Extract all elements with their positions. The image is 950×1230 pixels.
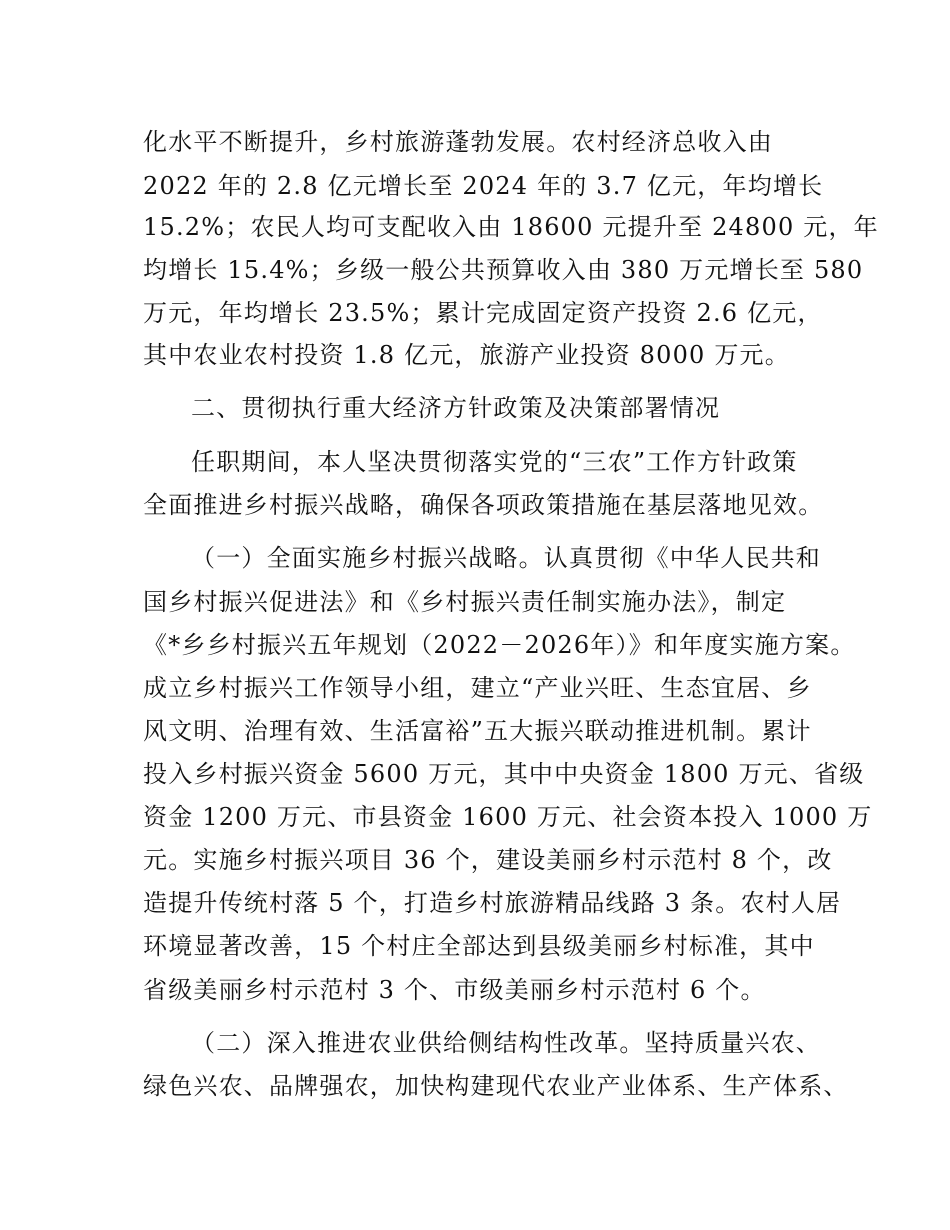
paragraph-line: 绿色兴农、品牌强农，加快构建现代农业产业体系、生产体系、 xyxy=(143,1072,849,1100)
paragraph-line: 成立乡村振兴工作领导小组，建立“产业兴旺、生态宜居、乡 xyxy=(143,674,812,702)
paragraph-line: 化水平不断提升，乡村旅游蓬勃发展。农村经济总收入由 xyxy=(143,128,773,156)
subsection-heading: （一）全面实施乡村振兴战略。认真贯彻《中华人民共和 xyxy=(191,544,821,572)
paragraph-line: 投入乡村振兴资金 5600 万元，其中中央资金 1800 万元、省级 xyxy=(143,760,865,788)
paragraph-line: 万元，年均增长 23.5%；累计完成固定资产投资 2.6 亿元， xyxy=(143,299,823,327)
paragraph-line: 全面推进乡村振兴战略，确保各项政策措施在基层落地见效。 xyxy=(143,491,824,519)
paragraph-line: 国乡村振兴促进法》和《乡村振兴责任制实施办法》，制定 xyxy=(143,588,787,616)
paragraph-line: 均增长 15.4%；乡级一般公共预算收入由 380 万元增长至 580 xyxy=(143,256,864,284)
paragraph-line: 15.2%；农民人均可支配收入由 18600 元提升至 24800 元，年 xyxy=(143,213,879,241)
paragraph-line: 资金 1200 万元、市县资金 1600 万元、社会资本投入 1000 万 xyxy=(143,803,873,831)
paragraph-line: 风文明、治理有效、生活富裕”五大振兴联动推进机制。累计 xyxy=(143,717,812,745)
section-heading: 二、贯彻执行重大经济方针政策及决策部署情况 xyxy=(191,394,721,422)
paragraph-line: 造提升传统村落 5 个，打造乡村旅游精品线路 3 条。农村人居 xyxy=(143,889,842,917)
paragraph-line: 其中农业农村投资 1.8 亿元，旅游产业投资 8000 万元。 xyxy=(143,341,790,369)
paragraph-line: 《*乡乡村振兴五年规划（2022－2026年）》和年度实施方案。 xyxy=(143,631,856,659)
paragraph-line: 省级美丽乡村示范村 3 个、市级美丽乡村示范村 6 个。 xyxy=(143,976,766,1004)
paragraph-line: 2022 年的 2.8 亿元增长至 2024 年的 3.7 亿元，年均增长 xyxy=(143,172,824,200)
subsection-heading: （二）深入推进农业供给侧结构性改革。坚持质量兴农、 xyxy=(191,1029,821,1057)
paragraph-line: 任职期间，本人坚决贯彻落实党的“三农”工作方针政策 xyxy=(191,448,798,476)
paragraph-line: 环境显著改善，15 个村庄全部达到县级美丽乡村标准，其中 xyxy=(143,932,815,960)
paragraph-line: 元。实施乡村振兴项目 36 个，建设美丽乡村示范村 8 个，改 xyxy=(143,846,833,874)
